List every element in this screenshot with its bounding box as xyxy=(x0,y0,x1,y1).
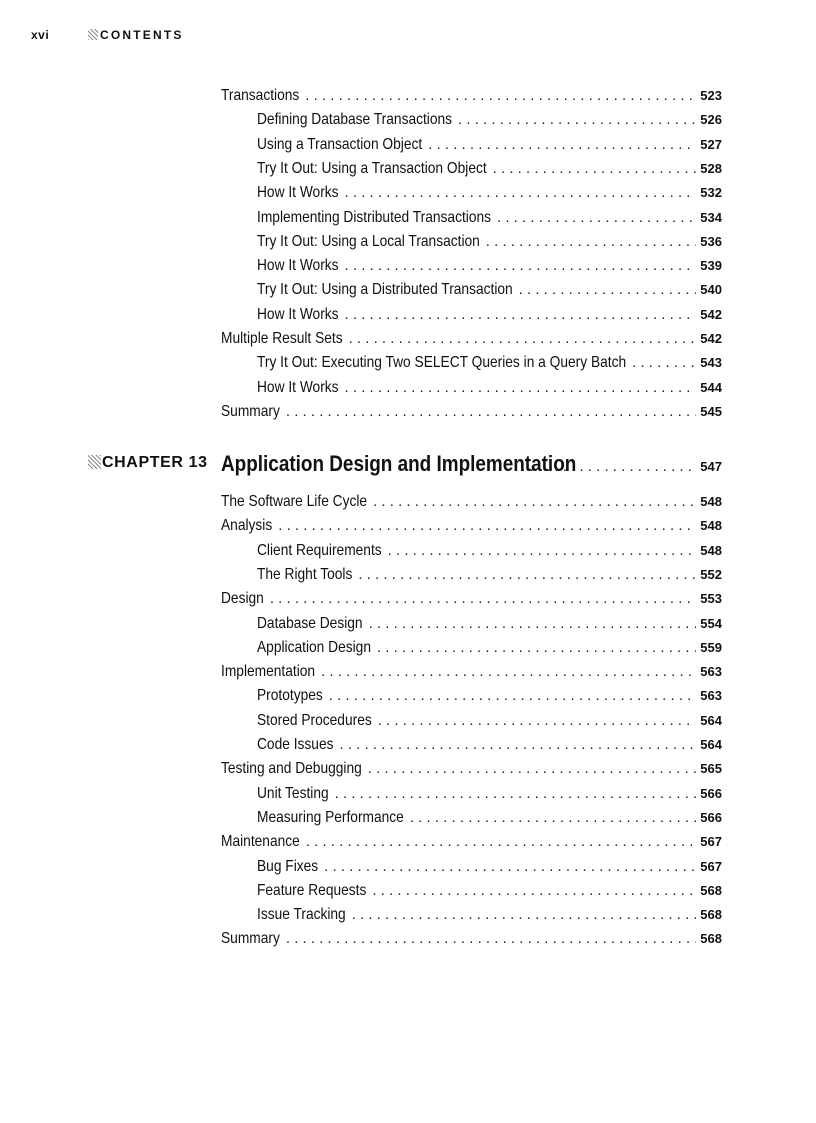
toc-page-number: 534 xyxy=(700,209,722,225)
toc-page-number: 567 xyxy=(700,834,722,850)
toc-page-number: 543 xyxy=(700,355,722,371)
toc-page-number: 564 xyxy=(700,712,722,728)
toc-page-number: 563 xyxy=(700,664,722,680)
toc-entry-title: Stored Procedures xyxy=(257,711,372,729)
dot-leader xyxy=(519,279,697,301)
toc-entry-title: Feature Requests xyxy=(257,881,367,899)
dot-leader xyxy=(369,613,697,635)
dot-leader xyxy=(410,807,696,829)
toc-subentry[interactable] xyxy=(221,134,722,156)
toc-entry-title: Summary xyxy=(221,930,280,948)
toc-page-number: 542 xyxy=(700,331,722,346)
chapter-page-number: 547 xyxy=(700,459,722,474)
toc-entry-title: How It Works xyxy=(257,257,339,275)
toc-page-number: 564 xyxy=(700,737,722,752)
toc-entry-title: Client Requirements xyxy=(257,541,382,559)
toc-subentry[interactable] xyxy=(221,685,722,707)
toc-entry[interactable] xyxy=(221,928,722,950)
toc-page-number: 566 xyxy=(700,809,722,825)
toc-entry-title: Implementing Distributed Transactions xyxy=(257,208,492,226)
dot-leader xyxy=(368,758,697,780)
toc-subentry[interactable] xyxy=(221,377,722,399)
toc-page-number: 566 xyxy=(700,785,722,801)
toc-entry-title: Issue Tracking xyxy=(257,906,346,924)
toc-page-number: 523 xyxy=(700,88,722,103)
toc-page-number: 544 xyxy=(700,379,722,395)
toc-subentry[interactable] xyxy=(221,304,722,326)
toc-entry-title: Analysis xyxy=(221,517,273,535)
toc-entry-title: Application Design xyxy=(257,638,371,656)
toc-entry-title: Defining Database Transactions xyxy=(257,111,453,129)
toc-section-top xyxy=(221,85,722,425)
toc-subentry[interactable] xyxy=(221,158,722,180)
toc-entry-title: Implementation xyxy=(221,663,316,681)
dot-leader xyxy=(388,540,697,562)
toc-entry[interactable] xyxy=(221,661,722,683)
toc-entry-title: Prototypes xyxy=(257,687,323,705)
toc-page-number: 559 xyxy=(700,639,722,655)
toc-entry[interactable] xyxy=(221,85,722,107)
toc-subentry[interactable] xyxy=(221,613,722,635)
toc-section-bottom xyxy=(221,491,722,961)
toc-entry[interactable] xyxy=(221,515,722,537)
dot-leader xyxy=(486,231,697,253)
toc-page-number: 532 xyxy=(700,185,722,201)
chapter-title: Application Design and Implementation xyxy=(221,451,577,476)
toc-subentry[interactable] xyxy=(221,637,722,659)
toc-subentry[interactable] xyxy=(221,856,722,878)
dot-leader xyxy=(378,710,697,732)
toc-entry-title: The Software Life Cycle xyxy=(221,493,368,510)
toc-subentry[interactable] xyxy=(221,231,722,253)
dot-leader xyxy=(458,109,696,131)
toc-subentry[interactable] xyxy=(221,734,722,756)
toc-subentry[interactable] xyxy=(221,807,722,829)
toc-entry-title: How It Works xyxy=(257,184,339,202)
toc-subentry[interactable] xyxy=(221,279,722,301)
dot-leader xyxy=(321,661,696,683)
dot-leader xyxy=(329,685,697,707)
dot-leader xyxy=(345,377,697,399)
toc-page-number: 540 xyxy=(700,282,722,298)
page-number: xvi xyxy=(31,28,50,42)
running-head xyxy=(88,28,184,42)
dot-leader xyxy=(286,928,696,950)
toc-entry-title: Bug Fixes xyxy=(257,857,319,875)
toc-entry-title: Using a Transaction Object xyxy=(257,135,423,153)
toc-page-number: 567 xyxy=(700,858,722,874)
toc-page-number: 565 xyxy=(700,761,722,777)
dot-leader xyxy=(286,401,696,423)
toc-page-number: 548 xyxy=(700,518,722,534)
dot-leader xyxy=(335,783,697,805)
toc-page-number: 527 xyxy=(700,136,722,152)
dot-leader xyxy=(372,880,696,902)
dot-leader xyxy=(632,352,696,374)
toc-entry-title: Testing and Debugging xyxy=(221,760,362,778)
toc-subentry[interactable] xyxy=(221,540,722,562)
dot-leader xyxy=(349,328,697,350)
dot-leader xyxy=(497,207,696,229)
toc-entry[interactable] xyxy=(221,401,722,423)
toc-page-number: 528 xyxy=(700,160,722,176)
toc-entry[interactable] xyxy=(221,328,722,350)
toc-entry-title: How It Works xyxy=(257,305,339,323)
dot-leader xyxy=(493,158,697,180)
toc-page-number: 548 xyxy=(700,542,722,558)
toc-subentry[interactable] xyxy=(221,182,722,204)
dot-leader xyxy=(324,856,696,878)
toc-entry-title: Try It Out: Using a Local Transaction xyxy=(257,232,480,250)
toc-entry-title: How It Works xyxy=(257,378,339,396)
toc-subentry[interactable] xyxy=(221,783,722,805)
toc-entry[interactable] xyxy=(221,831,722,853)
toc-page-number: 553 xyxy=(700,591,722,607)
dot-leader xyxy=(345,182,697,204)
dot-leader xyxy=(278,515,696,537)
toc-entry-title: Try It Out: Using a Transaction Object xyxy=(257,159,487,177)
toc-subentry[interactable] xyxy=(221,109,722,131)
toc-page-number: 552 xyxy=(700,566,722,582)
dot-leader xyxy=(373,491,696,513)
dot-leader xyxy=(428,134,696,156)
dot-leader xyxy=(305,85,696,107)
toc-entry-title: Design xyxy=(221,590,264,608)
toc-entry-title: Try It Out: Executing Two SELECT Queries in a Query Batch xyxy=(257,354,627,372)
dot-leader xyxy=(345,304,697,326)
hatch-mark-icon xyxy=(88,455,101,469)
toc-page-number: 545 xyxy=(700,403,722,419)
toc-subentry[interactable] xyxy=(221,352,722,374)
toc-page-number: 536 xyxy=(700,233,722,249)
dot-leader xyxy=(377,637,696,659)
toc-entry[interactable] xyxy=(221,491,722,513)
toc-entry[interactable] xyxy=(221,758,722,780)
chapter-label xyxy=(88,454,208,472)
toc-subentry[interactable] xyxy=(221,564,722,586)
toc-page-number: 526 xyxy=(700,112,722,128)
toc-entry[interactable] xyxy=(221,588,722,610)
dot-leader xyxy=(339,734,696,756)
toc-page-number: 568 xyxy=(700,882,722,898)
toc-entry-title: The Right Tools xyxy=(257,565,353,583)
toc-page-number: 542 xyxy=(700,306,722,322)
toc-subentry[interactable] xyxy=(221,255,722,277)
toc-entry-title: Database Design xyxy=(257,614,363,632)
chapter-entry[interactable] xyxy=(221,451,722,479)
toc-page-number: 568 xyxy=(700,931,722,947)
dot-leader xyxy=(352,904,697,926)
dot-leader xyxy=(345,255,697,277)
toc-page-number: 554 xyxy=(700,615,722,631)
running-head-text: CONTENTS xyxy=(100,28,184,42)
toc-page-number: 563 xyxy=(700,688,722,704)
toc-page-number: 539 xyxy=(700,258,722,274)
toc-entry-title: Unit Testing xyxy=(257,784,329,802)
chapter-label-text: CHAPTER 13 xyxy=(102,454,208,471)
toc-entry-title: Multiple Result Sets xyxy=(221,330,343,347)
dot-leader xyxy=(270,588,696,610)
dot-leader xyxy=(306,831,697,853)
hatch-mark-icon xyxy=(88,29,98,40)
toc-entry-title: Try It Out: Using a Distributed Transaction xyxy=(257,281,513,299)
toc-entry-title: Transactions xyxy=(221,87,300,104)
toc-entry-title: Maintenance xyxy=(221,833,300,851)
toc-page-number: 568 xyxy=(700,907,722,923)
toc-subentry[interactable] xyxy=(221,207,722,229)
dot-leader xyxy=(358,564,696,586)
toc-entry-title: Code Issues xyxy=(257,736,334,753)
toc-entry-title: Measuring Performance xyxy=(257,808,404,826)
toc-subentry[interactable] xyxy=(221,710,722,732)
toc-subentry[interactable] xyxy=(221,880,722,902)
toc-page-number: 548 xyxy=(700,494,722,509)
toc-entry-title: Summary xyxy=(221,402,280,420)
toc-subentry[interactable] xyxy=(221,904,722,926)
